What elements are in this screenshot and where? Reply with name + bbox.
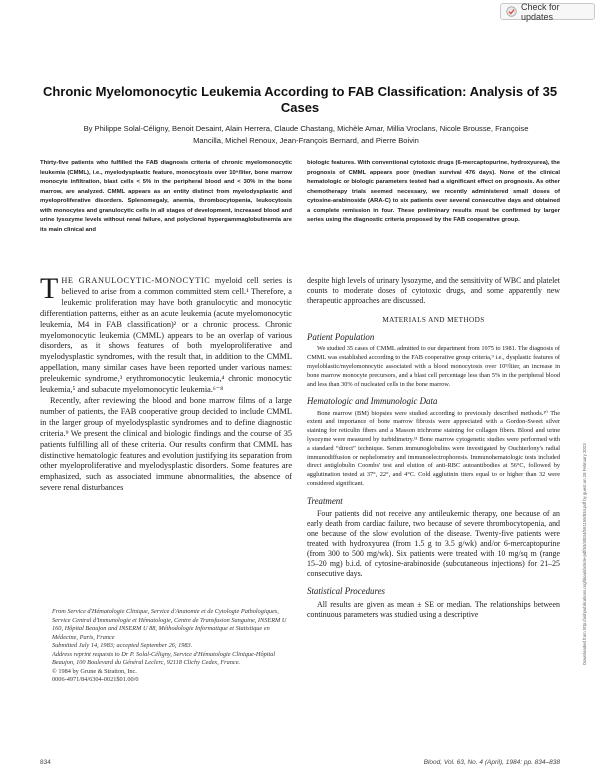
- issn-code: 0006-4971/84/6304-0021$01.00/0: [52, 676, 139, 683]
- body-column-left: [40, 276, 292, 586]
- abstract-left: Thirty-five patients who fulfilled the FAB diagnosis criteria of chronic myelomonocytic leukemia (CMML), i.e., myelodysplastic feature, monocytosis over 10⁹/liter, bone marrow monocyte infiltration, blast cells < 5% in the peripheral blood and < 30% in the bone marrow, are analyzed. CMML appears as an entity distinct from myelodysplastic and myeloproliferative disorders. Splenomegaly, anemia, thrombocytopenia, leukocytosis with monocytes and granulocytic cells in all stages of development, increased blood and urine lysozyme levels without renal failure, and polyclonal hypergammaglobulinemia are its main clinical and: [40, 160, 292, 233]
- hemato-immuno-heading: Hematologic and Immunologic Data: [307, 396, 438, 407]
- statistics-heading: Statistical Procedures: [307, 586, 385, 597]
- author-list: By Philippe Solal-Céligny, Benoit Desaint, Alain Herrera, Claude Chastang, Michèle Amar, Millia Vroclans, Nicole Brousse, Françoise Mancilla, Michel Renoux, Jean-François Bernard, and Pierre Boivin: [83, 124, 529, 145]
- patient-population-heading: Patient Population: [307, 332, 375, 343]
- reprint-address: Address reprint requests to Dr P. Solal-Céligny, Service d'Hématologie Clinique-Hôpital Beaujon, 100 Boulevard du Général Leclerc, 92118 Clichy Cedex, France.: [52, 650, 276, 666]
- journal-citation: Blood, Vol. 63, No. 4 (April), 1984: pp. 834–838: [423, 759, 560, 766]
- body-column-right: [307, 276, 560, 746]
- treatment-heading: Treatment: [307, 495, 343, 506]
- intro-paragraph: [40, 276, 292, 396]
- hemato-immuno-text: Bone marrow (BM) biopsies were studied according to previously described methods.¹⁰ The extent and importance of bone marrow fibrosis were appreciated with a Gordon-Sweet silver staining for reticulin fibers and a Masson trichrome staining for collagen fibers. Blood and urine lysozyme were measured by turbidimetry.¹¹ Bone marrow cytogenetic studies were performed with a standard “direct” technique. Serum immunoglobulins were investigated by Ouchterlony's radial immunodiffusion or nephelometry and immunoelectrophoresis. Immunohematologic tests included direct antiglobulin Coombs' test and elution of anti-RBC autoantibodies at 56°C, followed by agglutination tested at 37°, 22°, and 4°C. Cold agglutinin titers equal to or higher than 32 were considered significant.: [307, 409, 560, 487]
- abstract-right: biologic features. With conventional cytotoxic drugs (6-mercaptopurine, hydroxyurea), the prognosis of CMML appears poor (median survival 476 days). None of the clinical hematologic or biologic parameters tested had a significant effect on prognosis. As other chemotherapy trials seemed necessary, we recently administered small doses of cytosine-arabinoside (ARA-C) to six patients over several consecutive days and obtained a complete remission in four. These preliminary results must be confirmed by larger series using the diagnostic criteria proposed by the FAB cooperative group.: [307, 160, 560, 223]
- check-for-updates-label: Check for updates: [521, 1, 560, 22]
- affiliation-text: From Service d'Hématologie Clinique, Service d'Anatomie et de Cytologie Pathologiques, Service Central d'Immunologie et Hématologie, Centre de Transfusion Sanguine, INSERM U 160, Hôpital Beaujon and INSERM U 88, Méthodologie Informatique et Statistique en Médecine, Paris, France: [52, 608, 287, 641]
- download-watermark: Downloaded from http://ashpublications.org/blood/article-pdf/63/4/834/591159/834.pdf by guest on 28 February 2023: [582, 443, 587, 665]
- second-paragraph: Recently, after reviewing the blood and bone marrow films of a large number of patients, the FAB cooperative group decided to include CMML in the larger group of myelodysplastic syndromes and to define diagnostic criteria.⁹ We present the clinical and biologic findings and the course of 35 patients fulfilling all of these criteria. Our results confirm that CMML has distinctive hematologic features and evolution justifying its separation from other myeloproliferative and myelodysplastic disorders. Some features are emphasized, such as associated immune abnormalities, the absence of severe renal disturbances: [40, 395, 292, 493]
- intro-text: myeloid cell series is believed to arise from a common committed stem cell.¹ Therefore, a leukemic proliferation may have both granulocytic and monocytic differentiation patterns, either as an acute leukemia (acute myelomonocytic leukemia, M4 in FAB classification)² or a chronic process. Chronic myelomonocytic leukemia (CMML) appears to be an overlap of various disorders, as it shows features of both myeloproliferative and myelodysplastic syndromes, with the result that, in addition to the CMML appellation, many similar cases have been reported under various names: preleukemic syndrome,³ erythromonocytic leukemia,⁴ chronic monocytic leukemia,⁵ and subacute myelomonocytic leukemia.⁶⁻⁸: [40, 276, 292, 395]
- materials-methods-heading: MATERIALS AND METHODS: [382, 316, 485, 325]
- page-number: 834: [40, 759, 51, 766]
- check-for-updates-button[interactable]: [500, 3, 595, 20]
- statistics-text: All results are given as mean ± SE or median. The relationships between continuous parameters was studied using a descriptive: [307, 599, 560, 619]
- update-badge-icon: [506, 6, 517, 17]
- article-title: Chronic Myelomonocytic Leukemia According to FAB Classification: Analysis of 35 Cases: [42, 84, 558, 115]
- continued-paragraph: despite high levels of urinary lysozyme, and the sensitivity of WBC and platelet counts to moderate doses of cytotoxic drugs, and some apparently new therapeutic approaches are discussed.: [307, 276, 560, 306]
- treatment-text: Four patients did not receive any antileukemic therapy, one because of an early death from cardiac failure, two because of severe thrombocytopenia, and one because of the slow evolution of the disease. Twenty-five patients were treated with hydroxyurea (from 1.5 g to 3.5 g/wk) and/or 6-mercaptopurine (from 300 to 500 mg/wk). Six patients were treated with 10 mg/sq m (range 15–20 mg) b.i.d. of cytosine-arabinoside (subcutaneous injections) for 21–25 consecutive days.: [307, 508, 560, 579]
- submission-dates: Submitted July 14, 1983; accepted September 26, 1983.: [52, 642, 193, 649]
- copyright-line: © 1984 by Grune & Stratton, Inc.: [52, 667, 137, 675]
- affiliation-footnote: [52, 608, 288, 708]
- intro-small-caps: HE GRANULOCYTIC-MONOCYTIC: [61, 276, 211, 285]
- drop-cap: T: [40, 276, 59, 305]
- patient-population-text: We studied 35 cases of CMML admitted to our department from 1975 to 1981. The diagnosis of CMML was established according to the FAB cooperative group criteria,⁹ i.e., dysplastic features of myeloblastic/myelomonocytic associated with a blood monocytosis over 10⁹/liter, an increase in bone marrow monocyte precursors, and a blast cell percentage less than 5% in the peripheral blood and less than 30% of nucleated cells in the bone marrow.: [307, 345, 560, 388]
